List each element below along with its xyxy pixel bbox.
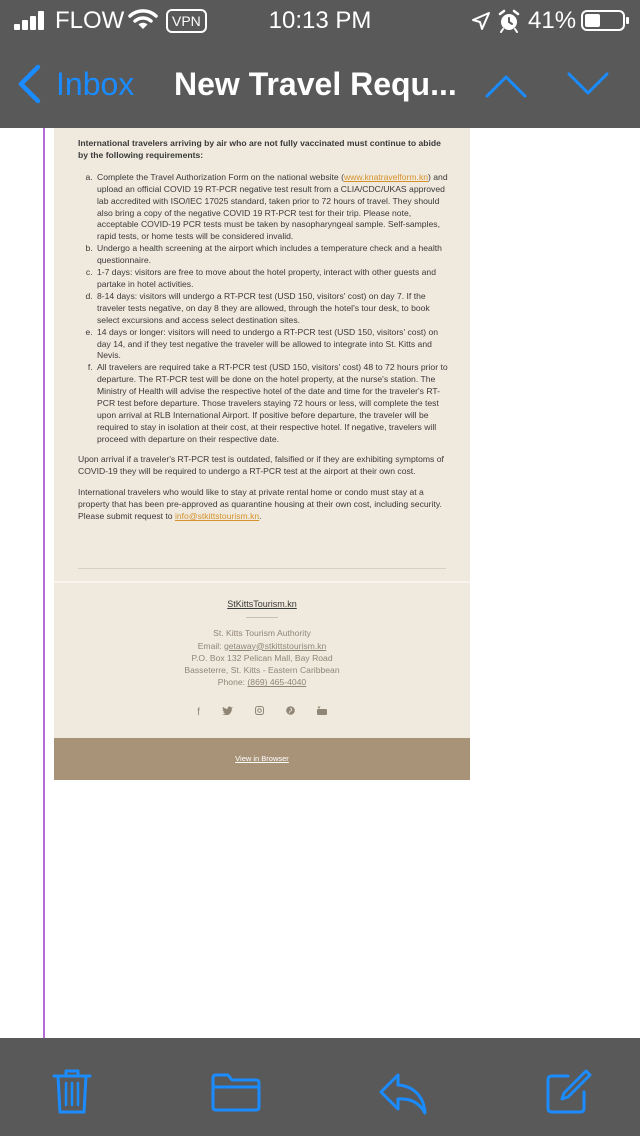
site-link[interactable]: StKittsTourism.kn <box>227 599 297 609</box>
battery-percent: 41% <box>528 7 577 34</box>
list-item: c. 1-7 days: visitors are free to move about the hotel property, interact with other guests and partake in hotel activities. <box>95 267 448 291</box>
chevron-up-icon[interactable] <box>484 70 528 100</box>
list-item: b. Undergo a health screening at the airport which includes a temperature check and a health questionnaire. <box>95 243 448 267</box>
message-body[interactable] <box>0 128 640 1038</box>
email-card <box>54 128 470 780</box>
info-email-link[interactable]: info@stkittstourism.kn <box>174 511 260 522</box>
footer-phone: Phone: (869) 465-4040 <box>217 677 307 688</box>
footer-email: Email: getaway@stkittstourism.kn <box>197 640 327 651</box>
chevron-down-icon[interactable] <box>566 70 610 100</box>
bottom-toolbar <box>0 1038 640 1136</box>
twitter-icon[interactable] <box>222 706 233 718</box>
divider <box>78 568 446 569</box>
address-line-2: Basseterre, St. Kitts - Eastern Caribbean <box>184 665 340 676</box>
carrier-name: FLOW <box>55 7 125 34</box>
compose-icon[interactable] <box>544 1068 592 1116</box>
top-bar <box>0 0 640 128</box>
thread-indicator-line <box>43 128 45 1038</box>
outdated-test-paragraph: Upon arrival if a traveler's RT-PCR test is outdated, falsified or if they are exhibiting symptoms of COVID-19 they will be required to undergo a RT-PCR test at the airport at their own cost. <box>78 453 444 476</box>
instagram-icon[interactable] <box>255 706 264 718</box>
social-links <box>54 706 470 718</box>
status-time: 10:13 PM <box>268 7 372 34</box>
list-item: a. Complete the Travel Authorization Form on the national website (www.knatravelform.kn) and upload an official COVID 19 RT-PCR negative test result from a CLIA/CDC/UKAS approved lab accredited with ISO/IEC 17025 standard, taken prior to 72 hours of travel. They should also bring a copy of the negative COVID 19 RT-PCR test for their trip. Please note, acceptable COVID-19 PCR tests must be taken by nasopharyngeal sample. Self-samples, rapid tests, or home tests will be considered invalid. <box>95 172 448 243</box>
list-item: f. All travelers are required take a RT-PCR test (USD 150, visitors' cost) 48 to 72 hours prior to departure. The RT-PCR test will be done on the hotel property, at the nurse's station. The Ministry of Health will advise the respective hotel of the date and time for the traveler's RT-PCR test before departure. Those travelers staying 72 hours or less, will complete the test upon arrival at RLB International Airport. If positive before departure, the traveler will be required to stay in isolation at their cost, at their respective hotel. If negative, travelers will proceed with departure on their respective date. <box>95 362 448 445</box>
view-in-browser-bar <box>54 738 470 780</box>
view-in-browser-link[interactable]: View in Browser <box>235 754 289 763</box>
email-text <box>78 138 448 533</box>
reply-icon[interactable] <box>378 1072 428 1116</box>
travel-form-link[interactable]: www.knatravelform.kn <box>343 171 429 182</box>
chevron-left-icon[interactable] <box>16 64 42 104</box>
pinterest-icon[interactable] <box>286 706 295 718</box>
alarm-icon <box>497 9 521 33</box>
youtube-icon[interactable] <box>317 706 327 718</box>
requirements-intro: International travelers arriving by air who are not fully vaccinated must continue to abide by the following requirements: <box>78 138 441 160</box>
requirements-list <box>78 172 448 446</box>
folder-icon[interactable] <box>210 1072 262 1112</box>
list-item: e. 14 days or longer: visitors will need to undergo a RT-PCR test (USD 150, visitors' cost) on day 14, and if they test negative the traveler will be allowed to integrate into St. Kitts and Nevis. <box>95 327 448 363</box>
battery-icon <box>581 10 625 31</box>
section-separator <box>54 581 470 583</box>
back-to-inbox-button[interactable]: Inbox <box>56 66 135 102</box>
trash-icon[interactable] <box>52 1068 92 1114</box>
facebook-icon[interactable]: f <box>197 707 200 718</box>
footer-email-link[interactable]: getaway@stkittstourism.kn <box>223 640 327 651</box>
email-footer <box>54 598 470 689</box>
rental-paragraph: International travelers who would like to stay at private rental home or condo must stay at a property that has been pre-approved as quarantine housing at their own cost, including security. Please submit request to info@stkittstourism.kn. <box>78 487 442 522</box>
vpn-badge: VPN <box>166 9 207 33</box>
location-icon <box>471 11 491 31</box>
status-bar <box>0 0 640 40</box>
list-item: d. 8-14 days: visitors will undergo a RT-PCR test (USD 150, visitors' cost) on day 7. If the traveler tests negative, on day 8 they are allowed, through the hotel's tour desk, to book select excursions and access select destination sites. <box>95 291 448 327</box>
org-name: St. Kitts Tourism Authority <box>213 628 311 639</box>
message-subject-title: New Travel Requ... <box>174 66 457 102</box>
phone-link[interactable]: (869) 465-4040 <box>247 677 307 688</box>
address-line-1: P.O. Box 132 Pelican Mall, Bay Road <box>191 652 333 663</box>
footer-divider <box>246 617 278 618</box>
